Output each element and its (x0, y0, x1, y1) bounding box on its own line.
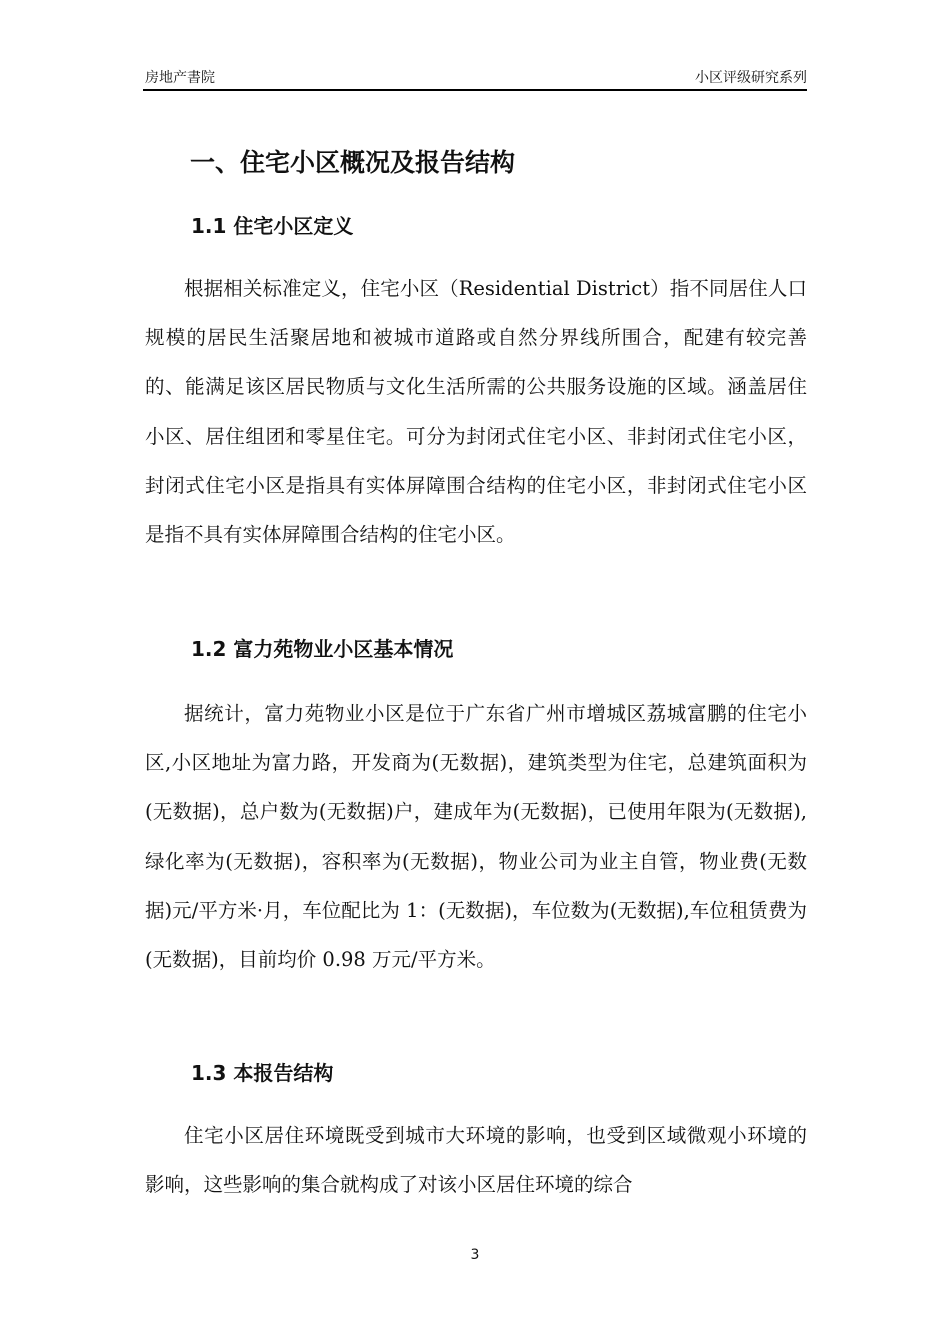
subsection-heading-1-2: 1.2 富力苑物业小区基本情况 (191, 637, 454, 661)
subsection-heading-1-1: 1.1 住宅小区定义 (191, 214, 354, 238)
header-right-title: 小区评级研究系列 (695, 70, 807, 86)
section-title: 一、住宅小区概况及报告结构 (190, 148, 516, 177)
subsection-heading-1-3: 1.3 本报告结构 (191, 1061, 334, 1085)
paragraph-definition: 根据相关标准定义，住宅小区（Residential District）指不同居住人口规模的居民生活聚居地和被城市道路或自然分界线所围合，配建有较完善的、能满足该区居民物质与文化生活所需的公共服务设施的区域。涵盖居住小区、居住组团和零星住宅。可分为封闭式住宅小区、非封闭式住宅小区，封闭式住宅小区是指具有实体屏障围合结构的住宅小区，非封闭式住宅小区是指不具有实体屏障围合结构的住宅小区。 (145, 277, 807, 547)
paragraph-basic-info: 据统计，富力苑物业小区是位于广东省广州市增城区荔城富鹏的住宅小区,小区地址为富力路，开发商为(无数据)，建筑类型为住宅，总建筑面积为(无数据)，总户数为(无数据)户，建成年为(无数据)，已使用年限为(无数据),绿化率为(无数据)，容积率为(无数据)，物业公司为业主自管，物业费(无数据)元/平方米·月，车位配比为 1：(无数据)，车位数为(无数据),车位租赁费为(无数据)，目前均价 0.98 万元/平方米。 (145, 702, 807, 972)
header-left-title: 房地产書院 (145, 70, 215, 86)
header-divider (143, 89, 807, 91)
paragraph-report-structure: 住宅小区居住环境既受到城市大环境的影响，也受到区域微观小环境的影响，这些影响的集合就构成了对该小区居住环境的综合 (145, 1124, 807, 1197)
page-number: 3 (470, 1247, 480, 1263)
